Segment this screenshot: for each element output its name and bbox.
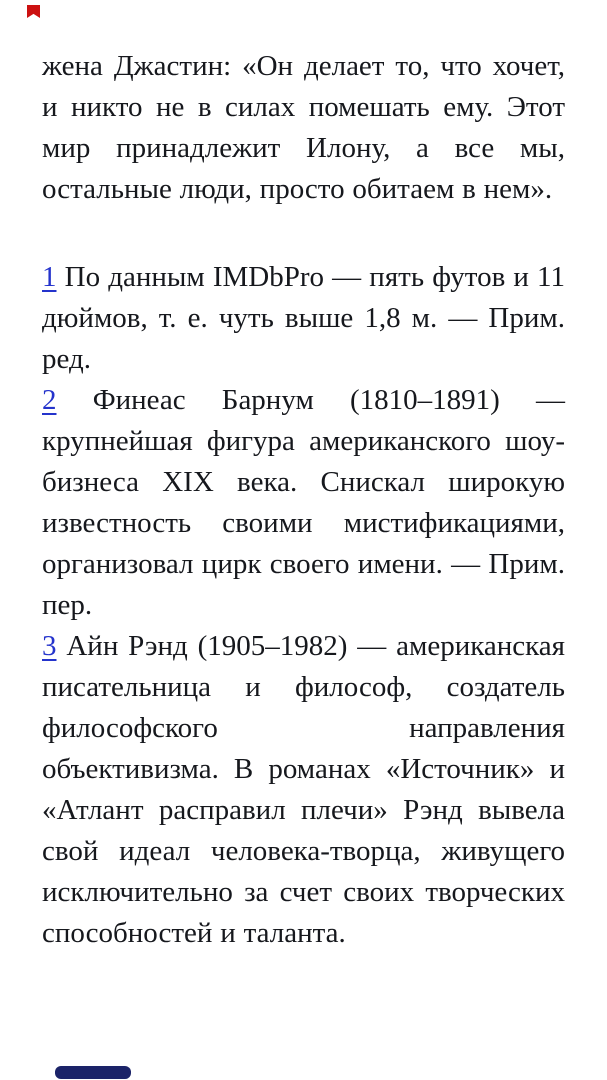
body-paragraph: жена Джастин: «Он делает то, что хочет, и никто не в силах помешать ему. Этот мир принадлежит Илону, а все мы, остальные люди, просто обитаем в нем». — [42, 50, 565, 205]
footnote-3-link[interactable]: 3 — [42, 630, 57, 662]
footnote-1-link[interactable]: 1 — [42, 261, 57, 293]
footnote-1-text: По данным IMDbPro — пять футов и 11 дюймов, т. е. чуть выше 1,8 м. — Прим. ред. — [42, 261, 565, 375]
footnote-2-text: Финеас Барнум (1810–1891) — крупнейшая фигура американского шоу-бизнеса XIX века. Снискал широкую известность своими мистификациями, организовал цирк своего имени. — Прим. пер. — [42, 384, 565, 621]
footnote-3 — [42, 626, 565, 954]
footnote-2 — [42, 380, 565, 626]
footnote-1 — [42, 257, 565, 380]
progress-indicator — [55, 1066, 131, 1079]
footnote-2-link[interactable]: 2 — [42, 384, 57, 416]
footnotes-block — [42, 257, 565, 954]
book-text — [42, 46, 565, 954]
bookmark-icon[interactable] — [27, 5, 40, 18]
footnote-3-text: Айн Рэнд (1905–1982) — американская писательница и философ, создатель философского направления объективизма. В романах «Источник» и «Атлант расправил плечи» Рэнд вывела свой идеал человека-творца, живущего исключительно за счет своих творческих способностей и таланта. — [42, 630, 565, 949]
